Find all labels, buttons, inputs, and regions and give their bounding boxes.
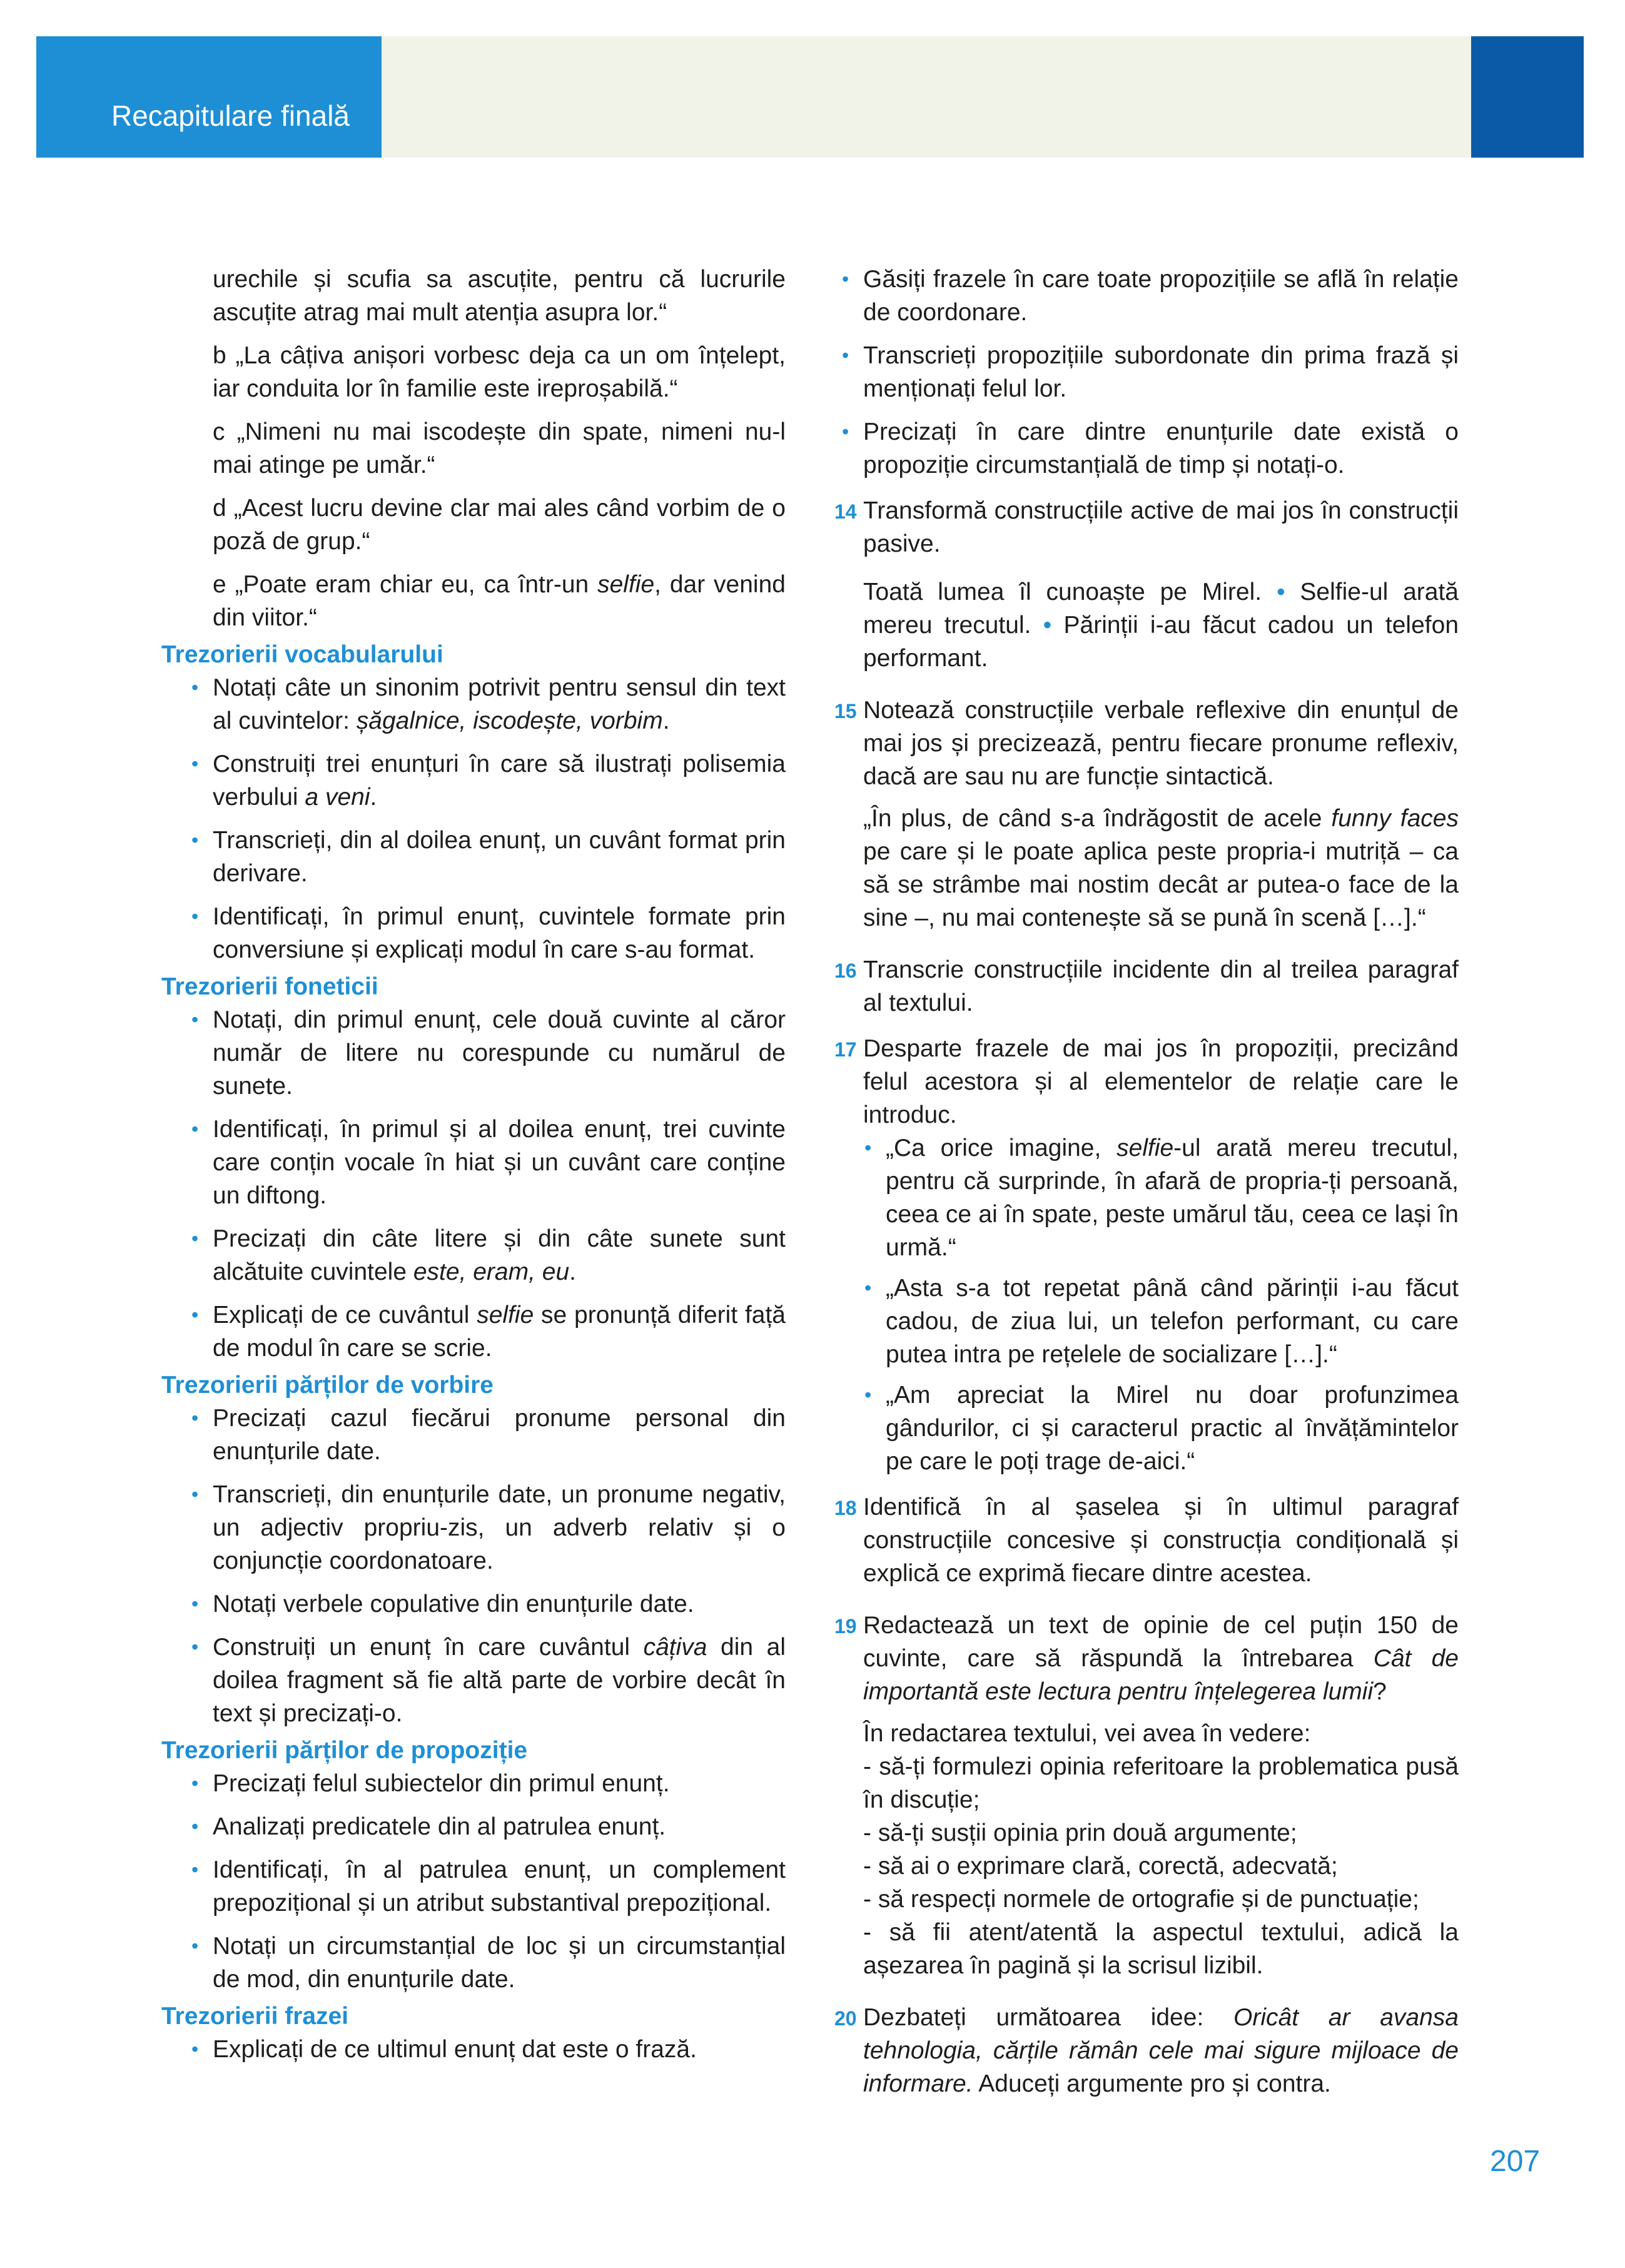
section-title-vocabular: Trezorierii vocabularului <box>161 641 443 668</box>
bullet-icon: • <box>191 1815 199 1838</box>
list-item <box>161 1810 786 1843</box>
list-item <box>161 1930 786 1996</box>
bullet-icon: • <box>191 905 199 928</box>
bullet-icon: • <box>191 1304 199 1326</box>
section-vocabular <box>161 671 786 966</box>
list-item <box>834 263 1459 329</box>
bullet-icon: • <box>1043 612 1052 639</box>
list-item <box>161 1587 786 1621</box>
task-18 <box>834 1491 1459 1590</box>
item-text-end: . <box>569 1258 576 1285</box>
header-band <box>382 36 1471 158</box>
item-text-end: din al doilea fragment să fie altă parte de vorbire decât în text și precizați-o. <box>213 1634 786 1727</box>
item-text: Construiți un enunț în care cuvântul <box>213 1634 644 1661</box>
list-item <box>161 1767 786 1800</box>
item-text: Analizați predicatele din al patrulea enunț. <box>213 1813 666 1840</box>
item-text: Transcrieți, din enunțurile date, un pronume negativ, un adjectiv propriu-zis, un adverb relativ și o conjuncție coordonatoare. <box>213 1481 786 1574</box>
list-item <box>161 1299 786 1365</box>
list-item <box>161 1003 786 1103</box>
task-16 <box>834 953 1459 1020</box>
task-text-end: Aduceți argumente pro și contra. <box>973 2070 1331 2097</box>
bullet-icon: • <box>191 1592 199 1615</box>
requirement-line: - să fii atent/atentă la aspectul textului, adică la așezarea în pagină și la scrisul lizibil. <box>863 1919 1459 1979</box>
bullet-icon: • <box>842 268 849 290</box>
bullet-icon: • <box>864 1277 872 1299</box>
requirement-line: - să ai o exprimare clară, corectă, adecvată; <box>863 1853 1338 1880</box>
bullet-icon: • <box>191 1118 199 1140</box>
bullet-icon: • <box>191 752 199 775</box>
item-text: Explicați de ce ultimul enunț dat este o frază. <box>213 2036 697 2063</box>
sentence: Părinții i-au făcut cadou un telefon performant. <box>863 612 1459 672</box>
header-corner-block <box>1471 36 1584 158</box>
quote-text-end: , dar venind din viitor.“ <box>213 571 786 631</box>
item-text: Precizați cazul fiecărui pronume personal din enunțurile date. <box>213 1405 786 1465</box>
bullet-icon: • <box>191 1407 199 1429</box>
list-item <box>161 2033 786 2066</box>
item-text: Precizați din câte litere și din câte sunete sunt alcătuite cuvintele <box>213 1225 786 1285</box>
item-text: Identificați, în primul enunț, cuvintele formate prin conversiune și explicați modul în care s-au format. <box>213 903 786 963</box>
list-item <box>161 1113 786 1212</box>
item-text-end: . <box>370 784 377 811</box>
quote-emphasis: selfie <box>1116 1135 1174 1162</box>
list-item <box>161 1222 786 1288</box>
section-fonetica <box>161 1003 786 1365</box>
quote-text: „Poate eram chiar eu, ca într-un <box>235 571 598 598</box>
task-emphasis: Oricât ar avansa tehnologia, cărțile rămân cele mai sigure mijloace de informare. <box>863 2004 1459 2097</box>
task-text: Redactează un text de opinie de cel puțin 150 de cuvinte, care să răspundă la întrebarea <box>863 1612 1459 1672</box>
task-15-quote <box>834 802 1459 934</box>
section-title-fonetica: Trezorierii foneticii <box>161 973 378 1000</box>
quote-emphasis: selfie <box>597 571 655 598</box>
item-text: Notați câte un sinonim potrivit pentru sensul din text al cuvintelor: <box>213 674 786 734</box>
task-number: 14 <box>834 500 857 523</box>
quote-text: „La câțiva anișori vorbesc deja ca un om înțelept, iar conduita lor în familie este ireproșabilă.“ <box>213 342 786 402</box>
bullet-icon: • <box>842 344 849 367</box>
quote-text-end: pe care și le poate aplica peste propria-i mutriță – ca să se strâmbe mai nostim decât ar putea-o face de la sine –, nu mai contenește să se pună în scenă […].“ <box>863 838 1459 931</box>
list-item <box>834 415 1459 482</box>
item-text: Identificați, în al patrulea enunț, un complement prepozițional și un atribut substantival prepozițional. <box>213 1856 786 1916</box>
task-emphasis: Cât de importantă este lectura pentru înțelegerea lumii <box>863 1645 1459 1705</box>
quote-text: „Am apreciat la Mirel nu doar profunzimea gândurilor, ci și caracterul practic al învățămintelor pe care le poți trage de-aici.“ <box>886 1382 1459 1475</box>
task-text: Transformă construcțiile active de mai jos în construcții pasive. <box>863 497 1459 557</box>
item-text: Precizați felul subiectelor din primul enunț. <box>213 1770 670 1797</box>
requirements-intro: În redactarea textului, vei avea în vedere: <box>863 1720 1311 1747</box>
quote-emphasis: funny faces <box>1331 805 1459 832</box>
quote-e <box>161 568 786 634</box>
bullet-icon: • <box>864 1384 872 1406</box>
quote-letter: c <box>213 418 225 445</box>
item-emphasis: șăgalnice, iscodește, vorbim <box>356 707 663 734</box>
bullet-icon: • <box>842 420 849 443</box>
item-text: Transcrieți, din al doilea enunț, un cuvânt format prin derivare. <box>213 827 786 887</box>
bullet-icon: • <box>191 1772 199 1795</box>
task-text-end: ? <box>1373 1678 1387 1705</box>
bullet-icon: • <box>191 676 199 699</box>
section-title-parti-propozitie: Trezorierii părților de propoziție <box>161 1737 528 1764</box>
quote-b <box>161 339 786 405</box>
item-text: Explicați de ce cuvântul <box>213 1302 477 1329</box>
list-item <box>161 824 786 890</box>
bullet-icon: • <box>191 1227 199 1250</box>
task-14 <box>834 494 1459 560</box>
item-text-end: se pronunță diferit față de modul în care se scrie. <box>213 1302 786 1362</box>
list-item <box>161 900 786 966</box>
bullet-icon: • <box>864 1137 872 1159</box>
item-emphasis: este, eram, eu <box>413 1258 570 1285</box>
sentence: Toată lumea îl cunoaște pe Mirel. <box>863 579 1262 605</box>
task-17-quote <box>834 1272 1459 1371</box>
item-text: Notați, din primul enunț, cele două cuvinte al căror număr de litere nu corespunde cu numărul de sunete. <box>213 1006 786 1100</box>
quote-text: „În plus, de când s-a îndrăgostit de acele <box>863 805 1332 832</box>
task-text: Transcrie construcțiile incidente din al treilea paragraf al textului. <box>863 956 1459 1016</box>
quote-d <box>161 492 786 558</box>
task-number: 17 <box>834 1038 857 1061</box>
section-title-parti-vorbire: Trezorierii părților de vorbire <box>161 1372 494 1399</box>
task-17-quote <box>834 1379 1459 1478</box>
task-text: Identifică în al șaselea și în ultimul paragraf construcțiile concesive și construcția condițională și explică ce exprimă fiecare dintre acestea. <box>863 1494 1459 1587</box>
task-text: Desparte frazele de mai jos în propoziții, precizând felul acestora și al elementelor de relație care le introduc. <box>863 1035 1459 1128</box>
task-number: 16 <box>834 959 857 982</box>
bullet-icon: • <box>191 2038 199 2060</box>
task-19 <box>834 1609 1459 1708</box>
task-text: Notează construcțiile verbale reflexive din enunțul de mai jos și precizează, pentru fiecare pronume reflexiv, dacă are sau nu are funcție sintactică. <box>863 697 1459 790</box>
left-column <box>161 263 786 2066</box>
bullet-icon: • <box>191 1858 199 1881</box>
list-item <box>161 1853 786 1920</box>
page-number: 207 <box>1490 2145 1541 2178</box>
item-text: Notați verbele copulative din enunțurile date. <box>213 1591 694 1617</box>
bullet-icon: • <box>191 1935 199 1957</box>
bullet-icon: • <box>191 1008 199 1031</box>
bullet-icon: • <box>191 1483 199 1506</box>
requirement-line: - să respecți normele de ortografie și de punctuație; <box>863 1886 1419 1913</box>
list-item <box>161 671 786 737</box>
header-title-block <box>36 36 382 158</box>
task-text: Dezbateți următoarea idee: <box>863 2004 1234 2031</box>
quote-a-continuation: urechile și scufia sa ascuțite, pentru că lucrurile ascuțite atrag mai mult atenția asupra lor.“ <box>213 266 786 326</box>
quote-letter: e <box>213 571 226 598</box>
task-number: 18 <box>834 1497 857 1519</box>
item-text: Transcrieți propozițiile subordonate din prima frază și menționați felul lor. <box>863 342 1459 402</box>
requirement-line: - să-ți formulezi opinia referitoare la problematica pusă în discuție; <box>863 1753 1459 1813</box>
bullet-icon: • <box>1276 579 1285 605</box>
list-item <box>834 339 1459 405</box>
quote-text: „Acest lucru devine clar mai ales când vorbim de o poză de grup.“ <box>213 495 786 555</box>
section-fraza <box>161 2033 786 2066</box>
task-number: 15 <box>834 700 857 722</box>
task-19-requirements <box>834 1717 1459 1982</box>
item-emphasis: câțiva <box>643 1634 707 1661</box>
requirement-line: - să-ți susții opinia prin două argumente; <box>863 1820 1297 1846</box>
bullet-icon: • <box>191 1636 199 1658</box>
item-emphasis: a veni <box>305 784 370 811</box>
list-item <box>161 1631 786 1730</box>
task-15 <box>834 694 1459 793</box>
task-17 <box>834 1032 1459 1131</box>
task-number: 19 <box>834 1615 857 1638</box>
item-text: Notați un circumstanțial de loc și un circumstanțial de mod, din enunțurile date. <box>213 1933 786 1993</box>
item-text: Găsiți frazele în care toate propozițiile se află în relație de coordonare. <box>863 266 1459 326</box>
quote-text: „Nimeni nu mai iscodește din spate, nimeni nu-l mai atinge pe umăr.“ <box>213 418 786 478</box>
task-20 <box>834 2001 1459 2100</box>
section-parti-propozitie <box>161 1767 786 1996</box>
task-number: 20 <box>834 2007 857 2030</box>
sentence: Selfie-ul arată mereu trecutul. <box>863 579 1459 639</box>
quote-text: „Asta s-a tot repetat până când părinții i-au făcut cadou, de ziua lui, un telefon performant, cu care putea intra pe rețelele de socializare […].“ <box>886 1275 1459 1368</box>
quote-c <box>161 415 786 482</box>
item-text-end: . <box>662 707 670 734</box>
item-text: Precizați în care dintre enunțurile date există o propoziție circumstanțială de timp și notați-o. <box>863 418 1459 478</box>
quote-text-end: -ul arată mereu trecutul, pentru că surprinde, în afară de propria-ți persoană, ceea ce ai în spate, peste umărul tău, ceea ce lași în urmă.“ <box>886 1135 1459 1261</box>
item-emphasis: selfie <box>477 1302 534 1329</box>
item-text: Construiți trei enunțuri în care să ilustrați polisemia verbului <box>213 751 786 811</box>
item-text: Identificați, în primul și al doilea enunț, trei cuvinte care conțin vocale în hiat și un cuvânt care conține un diftong. <box>213 1116 786 1209</box>
list-item <box>161 747 786 814</box>
task-17-quote <box>834 1131 1459 1264</box>
quote-letter: b <box>213 342 226 369</box>
task-14-sentences <box>834 575 1459 675</box>
list-item <box>161 1478 786 1577</box>
quote-text: „Ca orice imagine, <box>886 1135 1117 1162</box>
section-parti-vorbire <box>161 1402 786 1730</box>
header-title: Recapitulare finală <box>111 99 350 132</box>
section-title-fraza: Trezorierii frazei <box>161 2003 349 2030</box>
quote-letter: d <box>213 495 226 522</box>
bullet-icon: • <box>191 829 199 851</box>
list-item <box>161 1402 786 1468</box>
right-column <box>834 263 1459 2100</box>
